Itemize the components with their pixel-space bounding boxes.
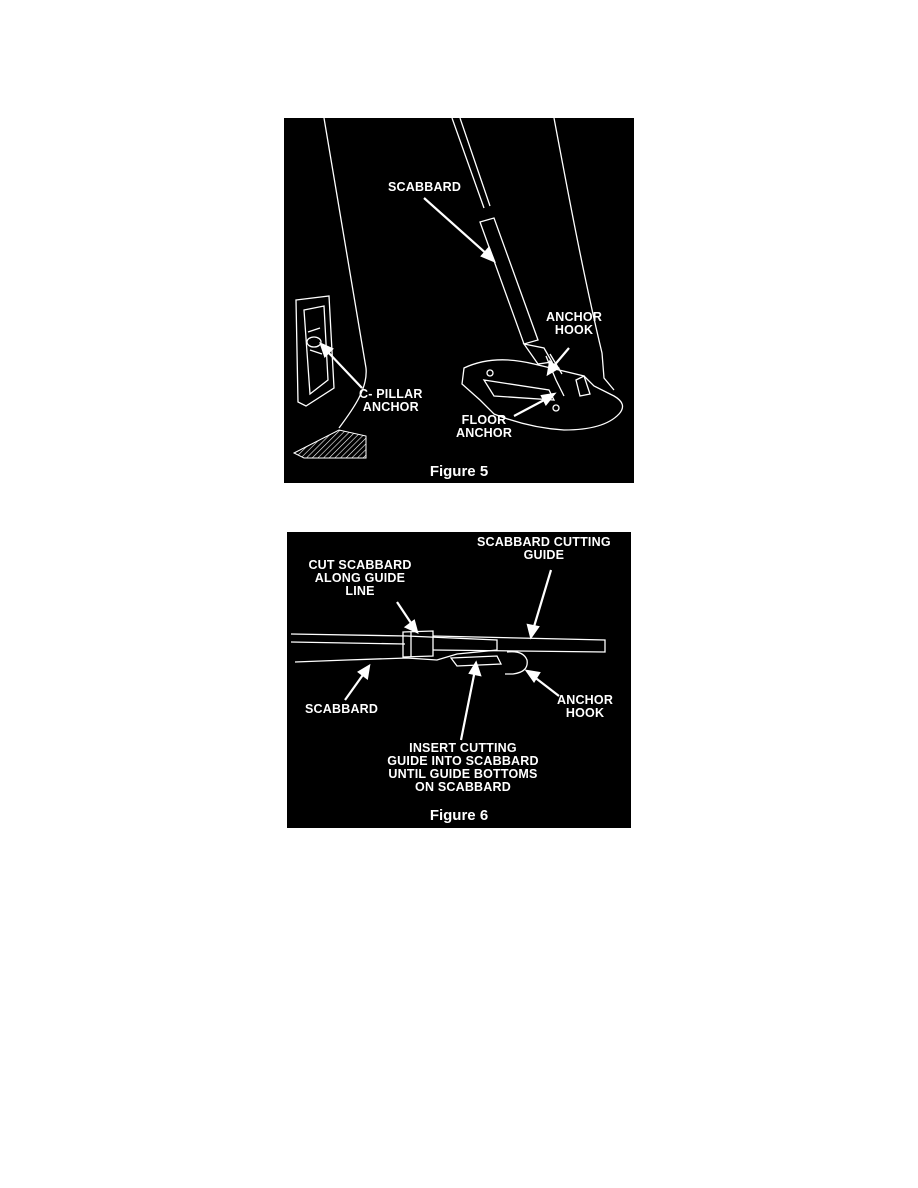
cut-scabbard-label-line2: ALONG GUIDE (314, 571, 406, 585)
anchor-hook-label (557, 694, 613, 720)
c-pillar-anchor-label-line2: ANCHOR (362, 400, 419, 414)
scabbard-body (480, 218, 538, 344)
c-pillar-edge (324, 118, 366, 428)
floor-anchor-label (456, 414, 512, 440)
figure-6-illustration (287, 532, 631, 828)
scabbard-label: SCABBARD (305, 702, 379, 716)
cutting-guide-label (477, 536, 611, 562)
c-pillar-anchor-label-line1: C- PILLAR (359, 387, 423, 401)
insert-label-line2: GUIDE INTO SCABBARD (387, 754, 539, 768)
scabbard-leader (345, 672, 365, 700)
belt-webbing (452, 118, 490, 208)
trim-panel-hatched (294, 430, 366, 458)
insert-label-line4: ON SCABBARD (415, 780, 511, 794)
scabbard-leader (424, 198, 489, 256)
scabbard-cut-sleeve (403, 631, 433, 657)
cut-scabbard-label (305, 559, 415, 598)
floor-anchor-label-line1: FLOOR (461, 413, 507, 427)
floor-anchor-label-line2: ANCHOR (456, 426, 513, 440)
figure-5-caption: Figure 5 (429, 463, 489, 480)
scabbard-label: SCABBARD (388, 180, 462, 194)
c-pillar-anchor-bolt (307, 337, 321, 347)
right-pillar-edge (554, 118, 614, 390)
cut-scabbard-label-line1: CUT SCABBARD (308, 558, 412, 572)
cut-scabbard-label-line3: LINE (345, 584, 375, 598)
anchor-hook (505, 652, 527, 674)
cutting-guide-label-line2: GUIDE (523, 548, 565, 562)
insert-label-line3: UNTIL GUIDE BOTTOMS (388, 767, 538, 781)
anchor-hook-label-line2: HOOK (565, 706, 605, 720)
c-pillar-anchor-label (359, 388, 423, 414)
insert-label-line1: INSERT CUTTING (409, 741, 517, 755)
anchor-hook-label (546, 311, 602, 337)
anchor-hook-label-line1: ANCHOR (557, 693, 614, 707)
figure-5-illustration (284, 118, 634, 483)
figure-6-caption: Figure 6 (429, 807, 489, 824)
cutting-guide-leader (533, 570, 551, 630)
anchor-hook-label-line1: ANCHOR (546, 310, 603, 324)
cutting-guide-label-line1: SCABBARD CUTTING (477, 535, 611, 549)
insert-cutting-guide-label (387, 742, 539, 794)
anchor-hook-leader (533, 676, 559, 696)
floor-anchor-leader (514, 398, 548, 416)
c-pillar-leader (326, 350, 362, 388)
anchor-hook-label-line2: HOOK (554, 323, 594, 337)
insert-guide-leader (461, 670, 475, 740)
